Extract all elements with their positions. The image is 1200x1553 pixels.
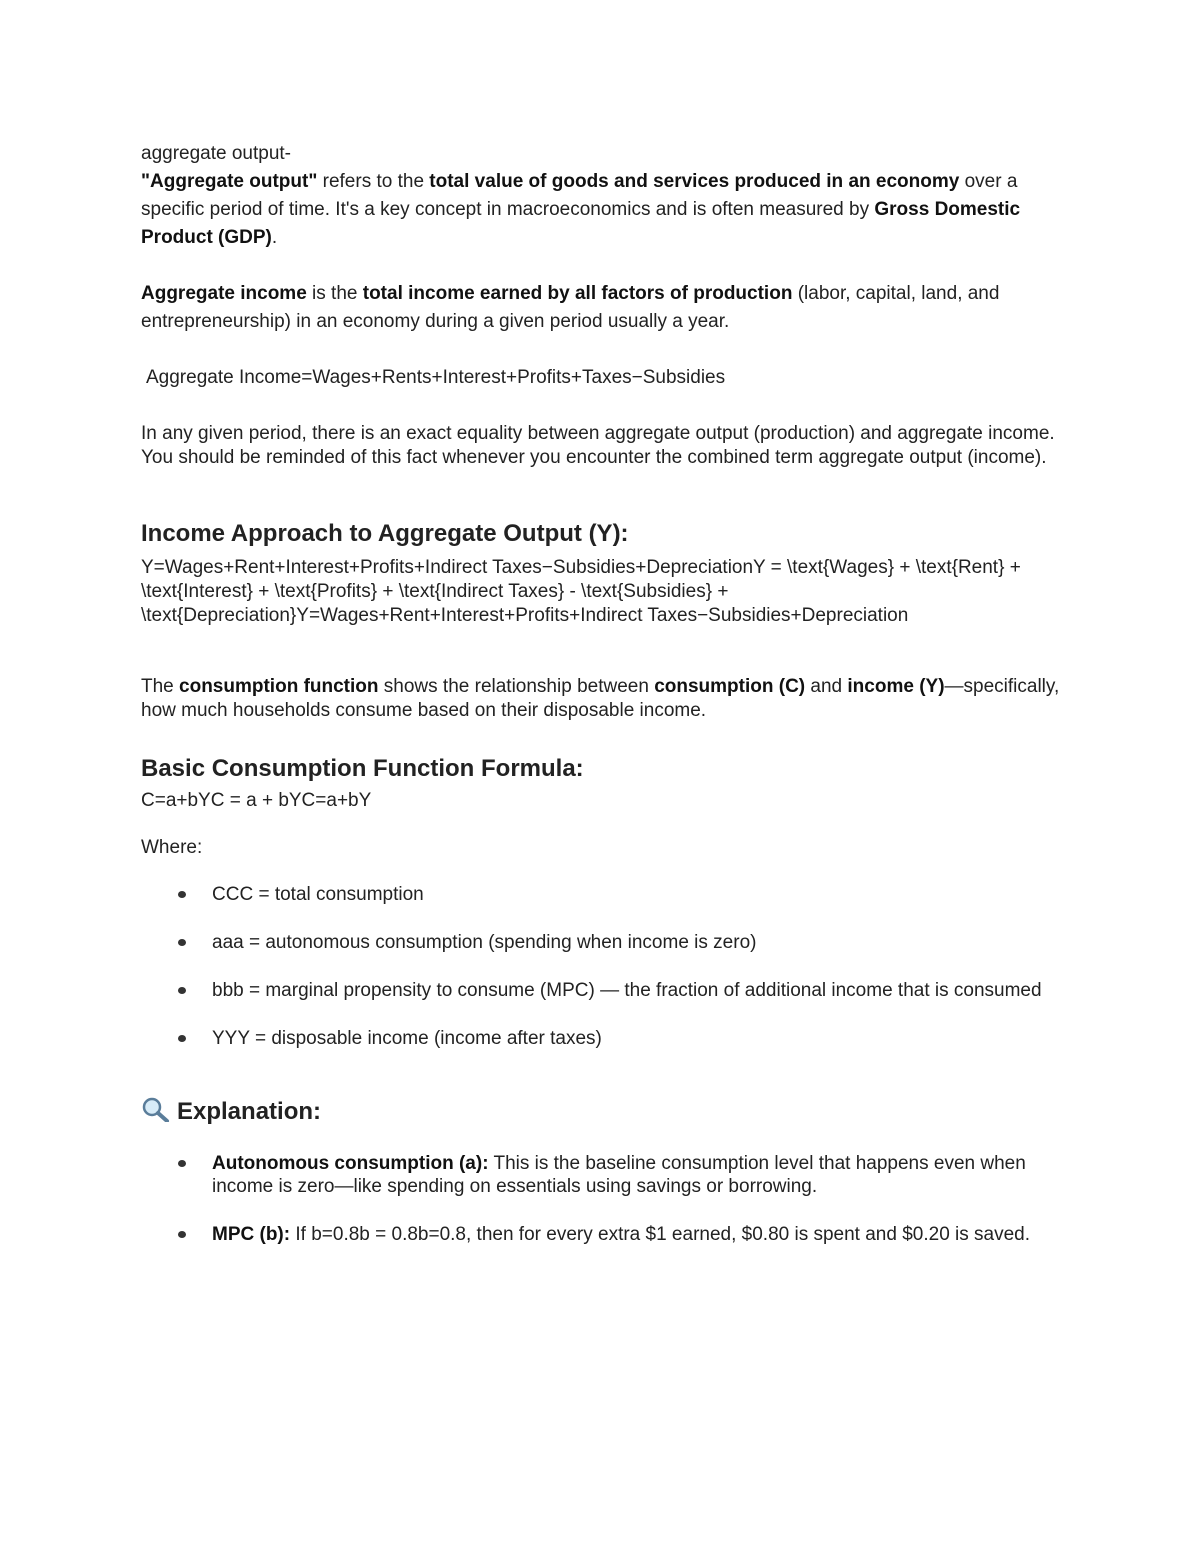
list-item <box>141 883 1061 906</box>
explanation-heading <box>141 1096 1061 1128</box>
text-run: and <box>805 676 848 697</box>
text-run: over a specific period of time. It's a key concept in macroeconomics and is often measured by <box>141 171 1018 220</box>
explanation-heading-text: Explanation: <box>177 1098 322 1125</box>
text-run: The <box>141 676 180 697</box>
bold-run: total income earned by all factors of production <box>362 283 793 304</box>
bullet-icon <box>178 891 186 898</box>
text-run: (labor, capital, land, and entrepreneurship) in an economy during a given period usually a year. <box>141 283 1000 332</box>
equality-paragraph: In any given period, there is an exact equality between aggregate output (production) and aggregate income. You should be reminded of this fact whenever you encounter the combined term aggregate output (income). <box>141 423 1055 468</box>
list-item <box>141 979 1061 1002</box>
list-item-text: bbb = marginal propensity to consume (MPC) — the fraction of additional income that is consumed <box>212 980 1042 1001</box>
aggregate-income-definition <box>141 280 1061 336</box>
bold-run: consumption function <box>179 676 379 697</box>
bullet-icon <box>178 987 186 994</box>
income-approach-heading: Income Approach to Aggregate Output (Y): <box>141 520 629 547</box>
aggregate-output-definition <box>141 168 1061 252</box>
text-run: refers to the <box>317 171 430 192</box>
bold-run: income (Y) <box>847 676 945 697</box>
aggregate-income-term: Aggregate income <box>141 283 307 304</box>
text-run: —specifically, how much households consume based on their disposable income. <box>141 676 1060 721</box>
bullet-icon <box>178 1160 186 1167</box>
basic-formula-heading: Basic Consumption Function Formula: <box>141 755 584 782</box>
text-run: is the <box>306 283 363 304</box>
consumption-function-definition <box>141 675 1061 723</box>
list-item <box>141 1152 1061 1198</box>
list-item-text: aaa = autonomous consumption (spending when income is zero) <box>212 932 757 953</box>
bold-run: consumption (C) <box>654 676 806 697</box>
basic-formula: C=a+bYC = a + bYC=a+bY <box>141 790 372 811</box>
income-approach-formula: Y=Wages+Rent+Interest+Profits+Indirect Taxes−Subsidies+DepreciationY = \text{Wages} + \text{Rent} + \text{Interest} + \text{Profits} + \text{Indirect Taxes} - \text{Subsidies} + \text{Depreciation}Y=Wages+Rent+Interest+Profits+Indirect Taxes−Subsidies+Depreciation <box>141 557 1021 626</box>
list-item-text: CCC = total consumption <box>212 884 424 905</box>
bold-run: Gross Domestic Product (GDP) <box>141 199 1021 248</box>
document-page <box>141 140 1061 1246</box>
variable-list <box>141 883 1061 1050</box>
explanation-list <box>141 1152 1061 1246</box>
list-item <box>141 1223 1061 1246</box>
bullet-icon <box>178 939 186 946</box>
where-label: Where: <box>141 837 203 858</box>
text-run: shows the relationship between <box>378 676 655 697</box>
bullet-icon <box>178 1035 186 1042</box>
text-run: . <box>271 227 278 248</box>
explanation-text: This is the baseline consumption level that happens even when income is zero—like spending on essentials using savings or borrowing. <box>212 1153 1026 1197</box>
magnifying-glass-icon <box>141 1096 171 1122</box>
list-item-text: YYY = disposable income (income after taxes) <box>212 1028 602 1049</box>
aggregate-output-term: "Aggregate output" <box>141 171 318 192</box>
intro-label: aggregate output- <box>141 143 292 164</box>
aggregate-income-formula: Aggregate Income=Wages+Rents+Interest+Profits+Taxes−Subsidies <box>146 367 726 388</box>
explanation-text: If b=0.8b = 0.8b=0.8, then for every extra $1 earned, $0.80 is spent and $0.20 is saved. <box>290 1224 1031 1245</box>
list-item <box>141 931 1061 954</box>
bold-run: total value of goods and services produced in an economy <box>429 171 960 192</box>
bullet-icon <box>178 1231 186 1238</box>
list-item <box>141 1027 1061 1050</box>
explanation-term: MPC (b): <box>212 1224 291 1245</box>
explanation-term: Autonomous consumption (a): <box>212 1153 489 1174</box>
